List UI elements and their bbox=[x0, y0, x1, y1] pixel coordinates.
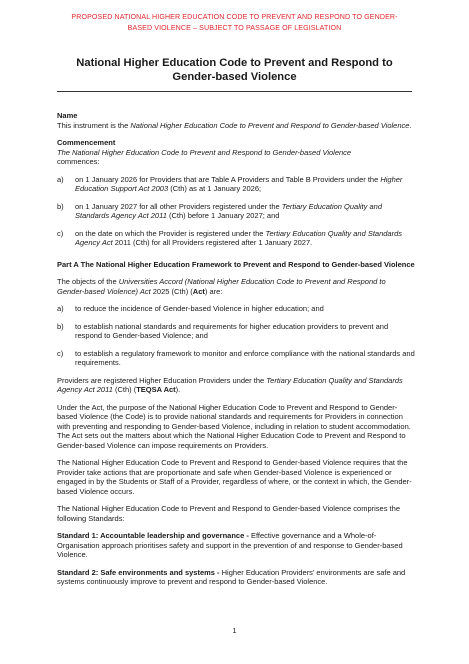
providers-paragraph: Providers are registered Higher Education Providers under the Tertiary Education Quality and Standards Agency Act 2011 (Cth) (TEQSA Act). bbox=[57, 375, 403, 394]
standard-1: Standard 1: Accountable leadership and governance - Effective governance and a Whole-of-Organisation approach prioritises safety and support in the prevention of and response to Gender-based Violence. bbox=[57, 531, 403, 559]
title-line-2: Gender-based Violence bbox=[172, 71, 297, 83]
title-line-1: National Higher Education Code to Prevent and Respond to bbox=[76, 57, 393, 69]
commencement-item-c: c) on the date on which the Provider is registered under the Tertiary Education Quality and Standards Agency Act 2011 (Cth) for all Providers registered after 1 January 2027. bbox=[57, 228, 403, 247]
standards-intro: The National Higher Education Code to Prevent and Respond to Gender-based Violence comprises the following Standards: bbox=[57, 504, 400, 523]
banner-line-2: BASED VIOLENCE – SUBJECT TO PASSAGE OF LEGISLATION bbox=[127, 24, 342, 32]
objects-item-a: a) to reduce the incidence of Gender-based Violence in higher education; and bbox=[57, 304, 324, 313]
part-a-heading: Part A The National Higher Education Framework to Prevent and Respond to Gender-based Violence bbox=[57, 259, 415, 269]
commencement-item-b: b) on 1 January 2027 for all other Providers registered under the Tertiary Education Quality and Standards Agency Act 2011 (Cth) before 1 January 2027; and bbox=[57, 201, 382, 220]
banner-line-1: PROPOSED NATIONAL HIGHER EDUCATION CODE TO PREVENT AND RESPOND TO GENDER- bbox=[71, 13, 398, 21]
document-title bbox=[48, 56, 421, 84]
commencement-intro: The National Higher Education Code to Prevent and Respond to Gender-based Violence commences: bbox=[57, 147, 352, 166]
standard-2: Standard 2: Safe environments and systems - Higher Education Providers’ environments are safe and systems continuously improve to prevent and respond to Gender-based Violence. bbox=[57, 567, 406, 586]
name-text: This instrument is the National Higher Education Code to Prevent and Respond to Gender-based Violence. bbox=[57, 120, 412, 130]
requirements-paragraph: The National Higher Education Code to Prevent and Respond to Gender-based Violence requires that the Provider take actions that are proportionate and safe when Gender-based Violence is experienced or engaged in by the Students or Staff of a Provider, regardless of where, or the context in which, the Gender-based Violence occurs. bbox=[57, 458, 412, 496]
objects-item-b: b) to establish national standards and requirements for higher education providers to prevent and respond to Gender-based Violence; and bbox=[57, 321, 389, 340]
commencement-list bbox=[57, 175, 415, 248]
commencement-item-a: a) on 1 January 2026 for Providers that are Table A Providers and Table B Providers under the Higher Education Support Act 2003 (Cth) as at 1 January 2026; bbox=[57, 174, 403, 193]
objects-item-c: c) to establish a regulatory framework to monitor and enforce compliance with the national standards and requirements. bbox=[57, 348, 415, 367]
purpose-paragraph: Under the Act, the purpose of the National Higher Education Code to Prevent and Respond to Gender-based Violence (the Code) is to provide national standards and requirements for Providers in connection with preventing and responding to Gender-based Violence, including in relation to student accommodation. The Act sets out the matters about which the National Higher Education Code to Prevent and Respond to Gender-based Violence can impose requirements on Providers. bbox=[57, 402, 411, 450]
legislation-banner bbox=[40, 12, 429, 34]
objects-paragraph: The objects of the Universities Accord (National Higher Education Code to Prevent and Respond to Gender-based Violence) Act 2025 (Cth) (Act) are: bbox=[57, 277, 386, 296]
commencement-heading: Commencement bbox=[57, 138, 116, 147]
document-body bbox=[57, 111, 415, 587]
title-divider bbox=[57, 91, 412, 92]
name-heading: Name bbox=[57, 111, 78, 120]
objects-list bbox=[57, 304, 415, 368]
page-number: 1 bbox=[232, 626, 237, 635]
